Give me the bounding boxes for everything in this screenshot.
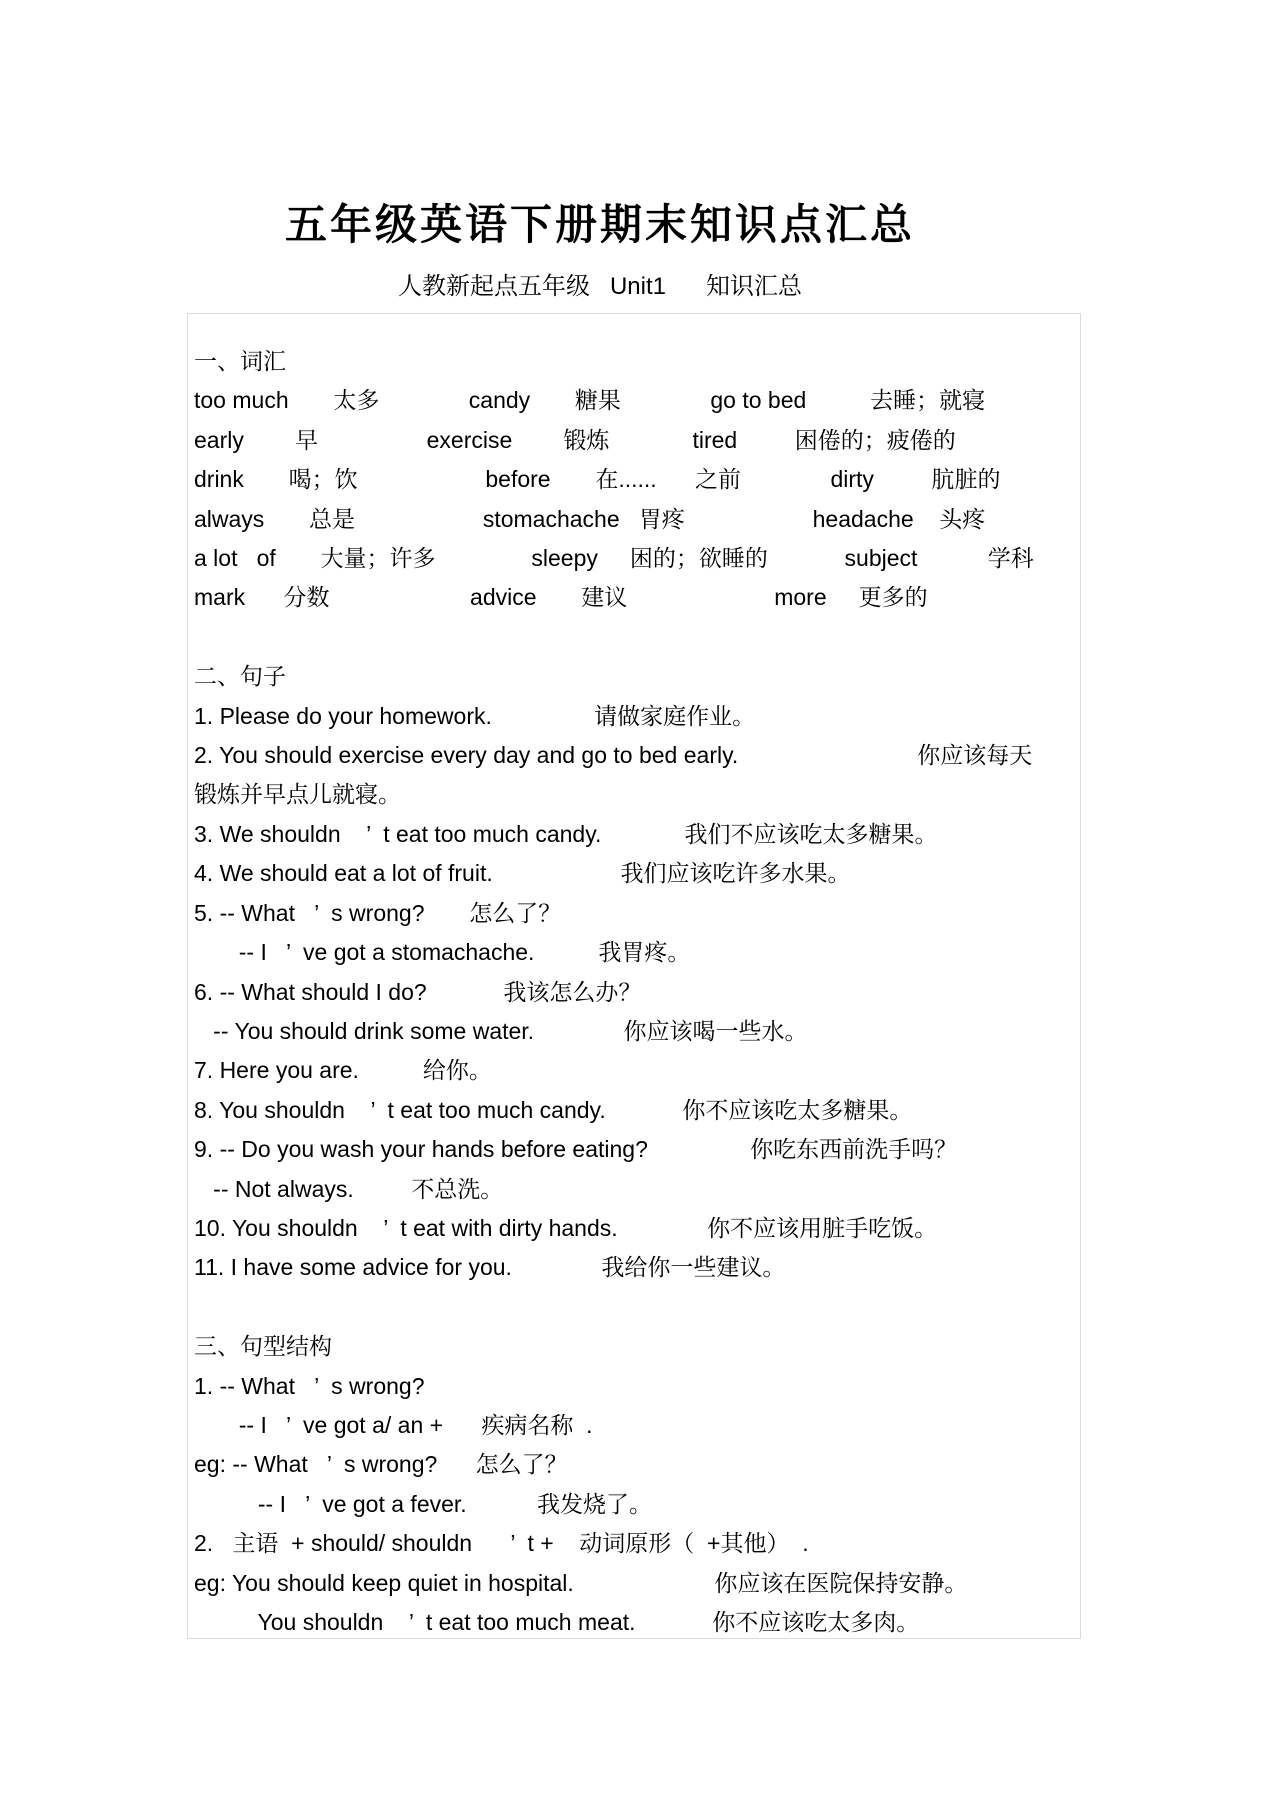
text-line: 11. I have some advice for you. 我给你一些建议。	[194, 1254, 786, 1281]
text-line: too much 太多 candy 糖果 go to bed 去睡；就寝	[194, 387, 986, 414]
text-line: 2. You should exercise every day and go to bed early. 你应该每天	[194, 742, 1033, 769]
text-line: -- I ’ ve got a stomachache. 我胃疼。	[194, 939, 691, 966]
blank-line	[194, 618, 1076, 657]
text-line: always 总是 stomachache 胃疼 headache 头疼	[194, 505, 986, 532]
text-line: -- I ’ ve got a fever. 我发烧了。	[194, 1490, 652, 1517]
text-line: You shouldn ’ t eat too much meat. 你不应该吃太多肉。	[194, 1609, 920, 1635]
text-line: 1. Please do your homework. 请做家庭作业。	[194, 702, 756, 729]
text-line: 8. You shouldn ’ t eat too much candy. 你不应该吃太多糖果。	[194, 1096, 913, 1123]
text-line: 锻炼并早点儿就寝。	[194, 781, 401, 808]
text-line: early 早 exercise 锻炼 tired 困倦的；疲倦的	[194, 426, 956, 453]
text-line: 7. Here you are. 给你。	[194, 1057, 492, 1084]
text-line: -- I ’ ve got a/ an + 疾病名称 .	[194, 1411, 593, 1438]
section-heading: 二、句子	[194, 663, 286, 690]
text-line: -- Not always. 不总洗。	[194, 1175, 504, 1202]
content-box	[187, 313, 1081, 1639]
text-line: 6. -- What should I do? 我该怎么办？	[194, 978, 642, 1005]
text-line: 10. You shouldn ’ t eat with dirty hands. 你不应该用脏手吃饭。	[194, 1214, 938, 1241]
text-line: drink 喝；饮 before 在...... 之前 dirty 肮脏的	[194, 466, 1001, 493]
text-line: eg: You should keep quiet in hospital. 你应该在医院保持安静。	[194, 1569, 968, 1596]
text-line: 2. 主语 + should/ shouldn ’ t + 动词原形（ +其他） .	[194, 1530, 809, 1557]
text-line: 5. -- What ’ s wrong? 怎么了？	[194, 899, 562, 926]
text-line: a lot of 大量；许多 sleepy 困的；欲睡的 subject 学科	[194, 545, 1034, 572]
text-line: -- You should drink some water. 你应该喝一些水。	[194, 1017, 808, 1044]
text-line: 1. -- What ’ s wrong?	[194, 1372, 425, 1399]
text-line: mark 分数 advice 建议 more 更多的	[194, 584, 928, 611]
page-subtitle: 人教新起点五年级 Unit1 知识汇总	[397, 273, 803, 300]
section-heading: 一、词汇	[194, 348, 286, 374]
page-title: 五年级英语下册期末知识点汇总	[284, 201, 915, 249]
blank-line	[194, 1288, 1076, 1327]
text-line: 9. -- Do you wash your hands before eating? 你吃东西前洗手吗？	[194, 1136, 958, 1163]
text-line: 4. We should eat a lot of fruit. 我们应该吃许多水果。	[194, 860, 851, 887]
text-line: 3. We shouldn ’ t eat too much candy. 我们不应该吃太多糖果。	[194, 820, 938, 847]
section-heading: 三、句型结构	[194, 1333, 332, 1360]
text-line: eg: -- What ’ s wrong? 怎么了？	[194, 1451, 568, 1478]
